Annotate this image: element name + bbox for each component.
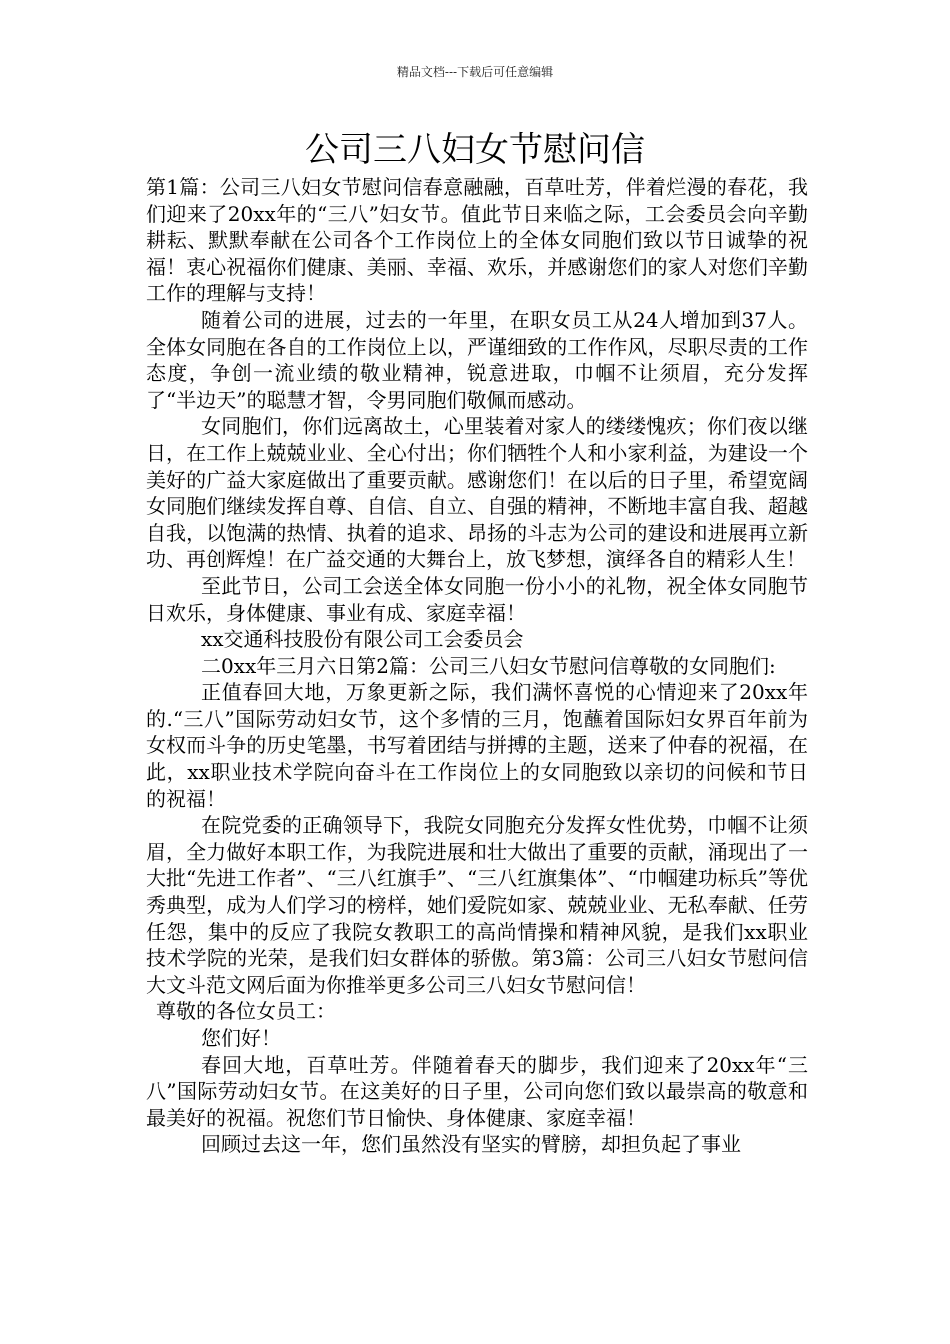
document-body [146,174,808,1158]
paragraph: 随着公司的进展，过去的一年里，在职女员工从24人增加到37人。全体女同胞在各自的工作岗位上以，严谨细致的工作作风，尽职尽责的工作态度，争创一流业绩的敬业精神，锐意进取，巾帼不让须眉，充分发挥了“半边天”的聪慧才智，令男同胞们敬佩而感动。 [146,307,808,412]
document-title: 公司三八妇女节慰问信 [305,130,645,170]
paragraph: 正值春回大地，万象更新之际，我们满怀喜悦的心情迎来了20xx年的.“三八”国际劳动妇女节，这个多情的三月，饱蘸着国际妇女界百年前为女权而斗争的历史笔墨，书写着团结与拼搏的主题，送来了仲春的祝福，在此，xx职业技术学院向奋斗在工作岗位上的女同胞致以亲切的问候和节日的祝福！ [146,680,808,811]
signature-line: xx交通科技股份有限公司工会委员会 [201,627,524,652]
greeting: 您们好！ [201,1026,281,1050]
paragraph: 第1篇：公司三八妇女节慰问信春意融融，百草吐芳，伴着烂漫的春花，我们迎来了20xx年的“三八”妇女节。值此节日来临之际，工会委员会向辛勤耕耘、默默奉献在公司各个工作岗位上的全体女同胞们致以节日诚挚的祝福！衷心祝福你们健康、美丽、幸福、欢乐，并感谢您们的家人对您们辛勤工作的理解与支持！ [146,175,808,306]
paragraph: 春回大地，百草吐芳。伴随着春天的脚步，我们迎来了20xx年“三八”国际劳动妇女节。在这美好的日子里，公司向您们致以最崇高的敬意和最美好的祝福。祝您们节日愉快、身体健康、家庭幸福！ [146,1052,808,1130]
paragraph: 女同胞们，你们远离故土，心里装着对家人的缕缕愧疚；你们夜以继日，在工作上兢兢业业、全心付出；你们牺牲个人和小家利益，为建设一个美好的广益大家庭做出了重要贡献。感谢您们！在以后的日子里，希望宽阔女同胞们继续发挥自尊、自信、自立、自强的精神，不断地丰富自我、超越自我，以饱满的热情、执着的追求、昂扬的斗志为公司的建设和进展再立新功、再创辉煌！在广益交通的大舞台上，放飞梦想，演绎各自的精彩人生！ [146,414,808,572]
paragraph: 二0xx年三月六日第2篇：公司三八妇女节慰问信尊敬的女同胞们: [201,653,776,678]
salutation: 尊敬的各位女员工： [156,999,336,1024]
paragraph: 在院党委的正确领导下，我院女同胞充分发挥女性优势，巾帼不让须眉，全力做好本职工作，为我院进展和壮大做出了重要的贡献，涌现出了一大批“先进工作者”、“三八红旗手”、“三八红旗集体”、“巾帼建功标兵”等优秀典型，成为人们学习的榜样，她们爱院如家、兢兢业业、无私奉献、任劳任怨，集中的反应了我院女教职工的高尚情操和精神风貌，是我们xx职业技术学院的光荣，是我们妇女群体的骄傲。第3篇：公司三八妇女节慰问信大文斗范文网后面为你推举更多公司三八妇女节慰问信！ [146,813,808,997]
paragraph: 回顾过去这一年，您们虽然没有坚实的臂膀，却担负起了事业 [201,1132,741,1157]
paragraph: 至此节日，公司工会送全体女同胞一份小小的礼物，祝全体女同胞节日欢乐，身体健康、事业有成、家庭幸福！ [146,573,808,625]
page-header: 精品文档---下载后可任意编辑 [396,65,554,79]
